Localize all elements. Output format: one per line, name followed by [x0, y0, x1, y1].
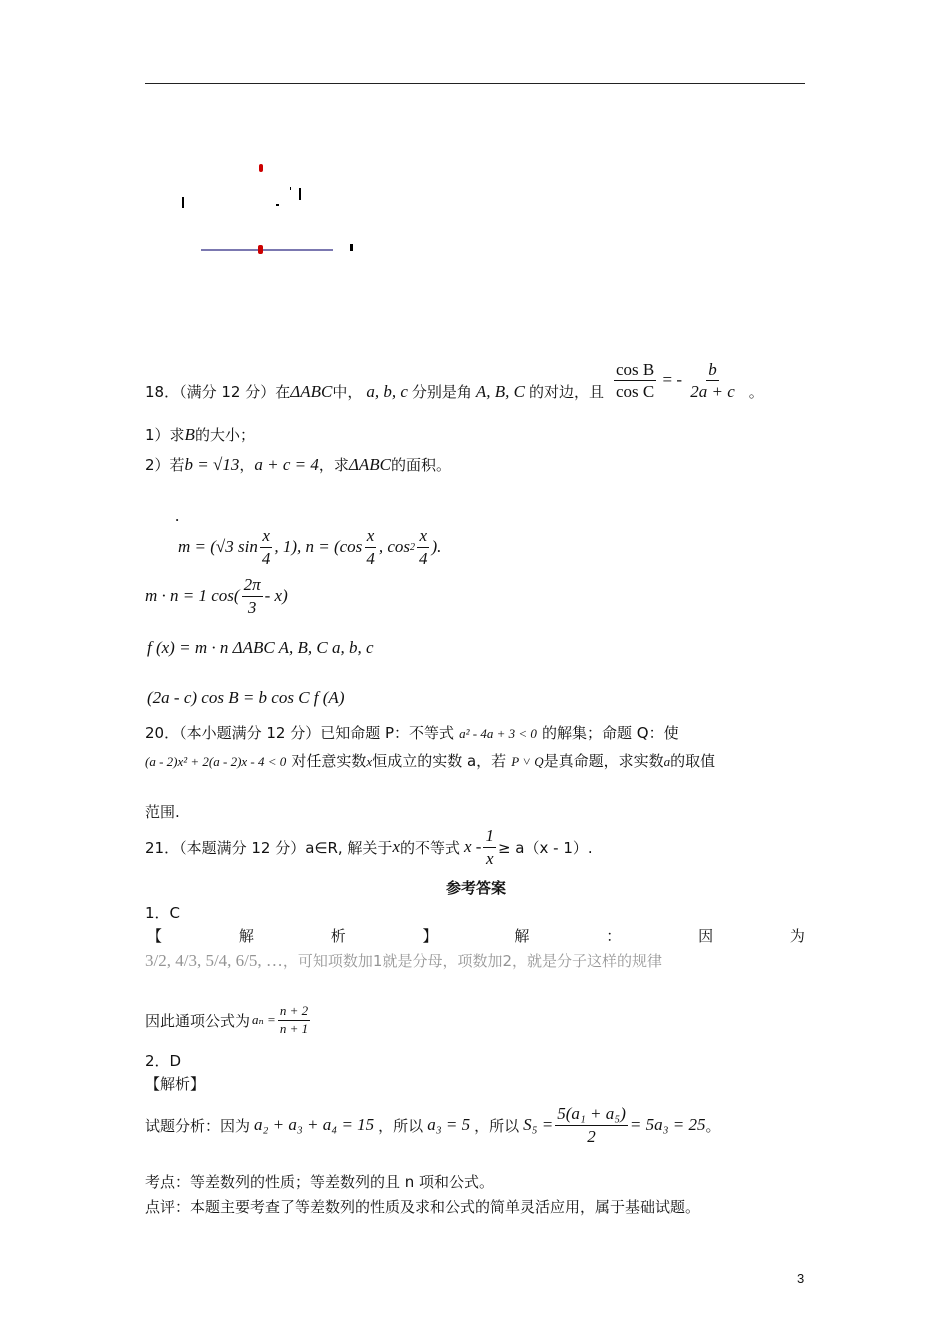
q18-sides: a, b, c — [366, 382, 408, 401]
q21-text-a: 21．（本题满分 12 分） — [145, 838, 306, 857]
answer1-label: 1．C — [145, 904, 181, 922]
q20-pq: P ˅ Q — [511, 754, 544, 769]
answer2-frac-den: 2 — [587, 1126, 596, 1146]
answer1-token: 析 — [330, 927, 346, 945]
q20-var-a: a — [663, 754, 671, 769]
q18-frac-cos-den: cos C — [616, 382, 655, 402]
q18-part2-sum: a + c = 4 — [254, 455, 319, 474]
q19-frac2-num: x — [365, 526, 377, 548]
q18-part2-comma: ， — [239, 456, 255, 474]
q18-end: 。 — [748, 383, 764, 401]
page-number: 3 — [797, 1271, 805, 1286]
q19-line1-a: m = (√3 sin — [178, 537, 258, 557]
answer2-analysis — [145, 1104, 720, 1146]
q20-ineq2: (a - 2)x² + 2(a - 2)x - 4 < 0 — [145, 754, 287, 769]
q18-delta: ΔABC — [290, 382, 333, 401]
answer2-frac — [555, 1104, 628, 1146]
q19-line2-b: - x) — [264, 586, 288, 606]
answer1-token: 】 — [422, 927, 438, 945]
answer1-formula-text: 因此通项公式为 — [145, 1011, 251, 1030]
q21-frac-num: 1 — [483, 826, 496, 848]
answer2-dianping: 点评：本题主要考查了等差数列的性质及求和公式的简单灵活应用，属于基础试题。 — [145, 1198, 701, 1216]
q19-line1-b: , 1), n = (cos — [274, 537, 363, 557]
q18-frac-b-den: 2a + c — [690, 382, 735, 402]
answer1-formula-lhs: aₙ = — [252, 1012, 276, 1028]
q21-line — [145, 826, 593, 868]
q20-text-c: 对任意实数 — [291, 752, 367, 770]
figure-tick — [290, 187, 291, 190]
q19-frac1-num: x — [260, 526, 272, 548]
q20-text-a: 20．（本小题满分 12 分）已知命题 P：不等式 — [145, 724, 455, 742]
q18-frac-b-num: b — [706, 360, 719, 382]
answer1-sequence-line — [145, 950, 662, 971]
q19-frac2-den: 4 — [366, 548, 375, 568]
q18-frac-b — [688, 360, 737, 402]
answers-title: 参考答案 — [446, 879, 507, 897]
q18-part2-end: 的面积。 — [390, 456, 451, 474]
answer2-s5: S₅ = — [523, 1115, 554, 1135]
q18-part1-var: B — [184, 425, 195, 444]
q18-duibian: 的对边，且 — [529, 383, 605, 401]
q20-text-d: 恒成立的实数 a，若 — [372, 752, 507, 770]
q18-ratio — [612, 360, 739, 402]
q21-text-e: ≥ a（x - 1）. — [497, 838, 593, 857]
q18-zhong: 中， — [332, 383, 363, 401]
answer1-formula-den: n + 1 — [279, 1020, 309, 1036]
q19-frac1-den: 4 — [261, 548, 271, 568]
q19-line2-a: m · n = 1 cos( — [145, 586, 240, 606]
answer1-formula-num: n + 2 — [278, 1004, 310, 1021]
q19-line1-d: ). — [431, 537, 442, 557]
answer1-token: 解 — [238, 927, 254, 945]
q19-line1-c: , cos — [378, 537, 410, 557]
q20-ineq1: a² - 4a + 3 < 0 — [459, 726, 537, 741]
answer2-text-a: 试题分析：因为 — [145, 1116, 251, 1135]
q19-frac1 — [260, 526, 273, 568]
answer1-formula — [145, 1004, 312, 1037]
q20-text-f: 的取值 — [670, 752, 716, 770]
q19-frac3-den: 4 — [418, 548, 428, 568]
figure-red-mark-top — [259, 164, 263, 172]
header-rule — [145, 83, 805, 84]
q19-line1-sup: 2 — [409, 541, 415, 553]
q19-frac4-den: 3 — [247, 597, 257, 617]
answer2-tail: = 5a₃ = 25 — [629, 1115, 706, 1135]
q18-part2-delta: ΔABC — [348, 455, 391, 474]
q18-frac-cos — [614, 360, 656, 402]
q20-line1 — [145, 722, 679, 743]
answer1-token: ： — [606, 927, 622, 945]
q20-line3: 范围. — [145, 803, 180, 821]
q20-line2 — [145, 750, 715, 771]
answer1-justified-line — [147, 925, 805, 946]
q19-frac3-num: x — [417, 526, 429, 548]
q19-frac3 — [417, 526, 430, 568]
q19-line3: f (x) = m · n ΔABC A, B, C a, b, c — [147, 638, 374, 657]
q18-part2-label: 2）若 — [145, 456, 185, 474]
answer2-eq2: a₃ = 5 — [427, 1115, 471, 1135]
q20-text-e: 是真命题，求实数 — [543, 752, 664, 770]
q19-frac2 — [364, 526, 377, 568]
answer2-text-c: ，所以 — [474, 1116, 520, 1135]
q21-frac-den: x — [485, 848, 494, 868]
answer2-label: 2．D — [145, 1052, 182, 1070]
q19-frac4 — [242, 575, 263, 617]
q20-text-b: 的解集；命题 Q：使 — [542, 724, 679, 742]
q18-frac-cos-num: cos B — [614, 360, 656, 382]
q18-angles: A, B, C — [475, 382, 525, 401]
q21-text-b: a∈R, 解关于 — [305, 838, 393, 857]
answer1-sequence: 3/2, 4/3, 5/4, 6/5, … — [145, 951, 283, 970]
q21-text-c: 的不等式 — [399, 838, 460, 857]
q18-part2-b: b = √13 — [184, 455, 240, 474]
q18-fenbie: 分别是角 — [411, 383, 472, 401]
answer1-sequence-text: ，可知项数加1就是分母，项数加2，就是分子这样的规律 — [282, 952, 662, 970]
q18-part1-text: 的大小； — [194, 426, 255, 444]
answer1-token: 因 — [698, 927, 714, 945]
answer1-token: 解 — [514, 927, 530, 945]
figure-tick — [276, 204, 279, 206]
answer2-text-b: ，所以 — [378, 1116, 424, 1135]
q19-line2 — [145, 575, 288, 617]
q19-frac4-num: 2π — [242, 575, 263, 597]
q18-part1-label: 1）求 — [145, 426, 185, 444]
answer2-kaodian: 考点：等差数列的性质；等差数列的且 n 项和公式。 — [145, 1173, 495, 1191]
q21-lhs: x - — [464, 837, 482, 857]
q18-part2 — [145, 454, 451, 475]
answer2-frac-num: 5(a₁ + a₅) — [555, 1104, 628, 1126]
q21-frac — [483, 826, 496, 868]
answer2-end: 。 — [705, 1116, 721, 1135]
answer2-eq1: a₂ + a₃ + a₄ = 15 — [254, 1115, 375, 1135]
figure-tick — [299, 188, 301, 200]
figure-baseline — [201, 249, 333, 251]
figure-tick — [182, 197, 184, 208]
q19-dot: . — [175, 506, 180, 525]
q18-line — [145, 350, 764, 402]
figure-red-mark-bottom — [258, 245, 263, 254]
answer1-token: 【 — [147, 927, 163, 945]
q19-line4: (2a - c) cos B = b cos C f (A) — [147, 688, 345, 707]
figure-tick — [350, 244, 353, 251]
q18-number: 18．（满分 12 分）在 — [145, 383, 291, 401]
q20-var-x: x — [366, 754, 373, 769]
q18-part2-qiu: ，求 — [318, 456, 349, 474]
answer1-formula-frac — [278, 1004, 310, 1037]
q19-line1 — [178, 526, 441, 568]
answer2-jiexi: 【解析】 — [145, 1075, 206, 1093]
answer1-token: 为 — [789, 927, 805, 945]
q18-part1 — [145, 424, 255, 445]
q21-var-x: x — [392, 837, 400, 857]
q18-eq: = - — [662, 369, 683, 389]
